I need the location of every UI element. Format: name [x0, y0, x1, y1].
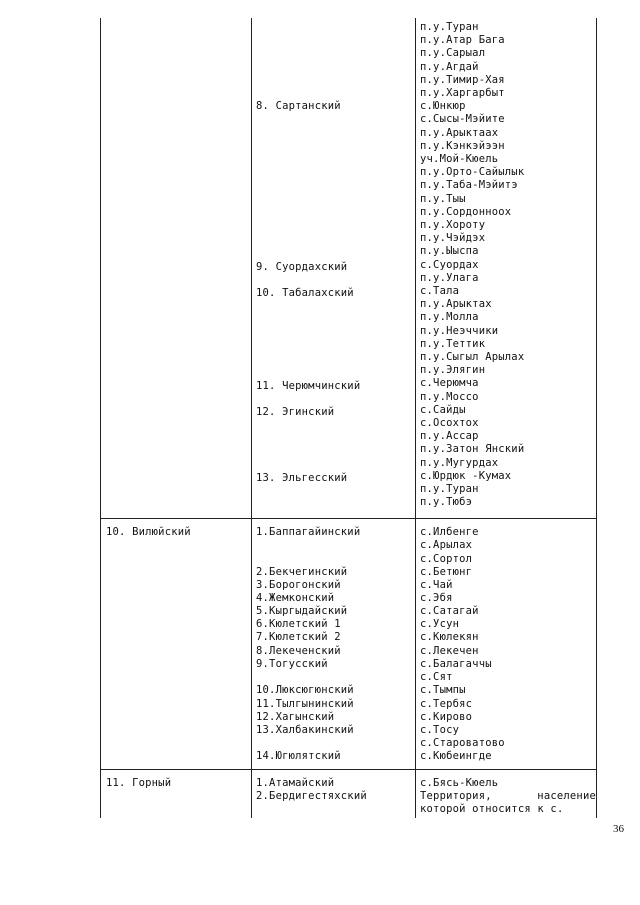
settlement: с.Бетюнг: [420, 566, 473, 578]
settlement: с.Юнкюр: [420, 100, 466, 113]
settlement: с.Балагаччы: [420, 658, 492, 670]
ulus-label: 7.Кюлетский 2: [256, 631, 341, 643]
ulus-label: 3.Борогонский: [256, 579, 341, 591]
settlement: п.у.Затон Янский: [420, 443, 525, 456]
table-left-border: [100, 18, 101, 818]
settlement: с.Чай: [420, 579, 453, 591]
ulus-label: 11.Тылгынинский: [256, 698, 354, 710]
settlement: п.у.Туран: [420, 21, 479, 33]
ulus-label: 9. Суордахский: [256, 261, 348, 273]
ulus-label: 8.Лекеченский: [256, 645, 341, 657]
ulus-label: 9.Тогусский: [256, 658, 328, 670]
settlement: п.у.Сарыал: [420, 47, 486, 60]
settlement: п.у.Молла: [420, 311, 479, 324]
settlement: п.у.Элягин: [420, 364, 486, 377]
settlement: с.Эбя: [420, 592, 453, 604]
row-divider-gorny: [100, 769, 597, 770]
column-divider-1: [251, 18, 252, 818]
ulus-label: 2.Бекчегинский: [256, 566, 348, 578]
settlement: п.у.Тимир-Хая: [420, 73, 505, 86]
row-divider-vilyuisky: [100, 518, 597, 519]
settlement: с.Лекечен: [420, 645, 479, 657]
settlement: уч.Мой-Кюель: [420, 153, 499, 165]
table-right-border: [596, 18, 597, 818]
settlement: с.Староватово: [420, 737, 505, 749]
settlement: с.Тербяс: [420, 698, 473, 710]
ulus-label: 4.Жемконский: [256, 592, 335, 604]
settlement: с.Сысы-Мэйите: [420, 113, 505, 126]
ulus-label: 10. Табалахский: [256, 287, 354, 299]
settlement: с.Сайды: [420, 403, 466, 416]
settlement: п.у.Тыы: [420, 192, 466, 205]
settlement: п.у.Улага: [420, 271, 479, 284]
settlement: с.Арылах: [420, 539, 473, 551]
settlement: п.у.Арыктаах: [420, 126, 499, 139]
settlement: с.Сатагай: [420, 605, 479, 617]
settlement: п.у.Арыктах: [420, 298, 492, 311]
settlement: с.Юрдюк -Кумах: [420, 469, 512, 482]
settlement: с.Бясь-Кюель: [420, 777, 499, 789]
settlement: с.Сят: [420, 671, 453, 683]
ulus-label: 12. Эгинский: [256, 406, 335, 418]
settlement: п.у.Сордонноох: [420, 205, 512, 218]
settlement: с.Тосу: [420, 724, 460, 736]
ulus-label: 11. Черюмчинский: [256, 380, 361, 392]
page-number: 36: [613, 823, 624, 835]
settlement: п.у.Тюбэ: [420, 496, 473, 509]
settlement: п.у.Кэнкэйээн: [420, 139, 505, 152]
ulus-label: 5.Кыргыдайский: [256, 605, 348, 617]
settlement: п.у.Неэччики: [420, 324, 499, 337]
ulus-label: 1.Баппагайинский: [256, 526, 361, 538]
settlement: п.у.Агдай: [420, 60, 479, 73]
settlement: п.у.Таба-Мэйитэ: [420, 179, 518, 192]
settlement: п.у.Харгарбыт: [420, 87, 505, 99]
settlement: п.у.Теттик: [420, 337, 486, 350]
district-name: 11. Горный: [106, 777, 172, 789]
settlement: с.Сортол: [420, 553, 473, 565]
settlement: с.Суордах: [420, 258, 479, 271]
settlement: п.у.Ыыспа: [420, 245, 479, 258]
ulus-label: 8. Сартанский: [256, 100, 341, 112]
settlement: с.Кюбеингде: [420, 750, 492, 762]
settlement: п.у.Хороту: [420, 219, 486, 231]
settlement: с.Тала: [420, 285, 460, 297]
settlement: п.у.Туран: [420, 483, 479, 495]
ulus-label: 2.Бердигестяхский: [256, 790, 367, 802]
settlement: с.Илбенге: [420, 526, 479, 538]
settlement: п.у.Орто-Сайылык: [420, 166, 525, 179]
ulus-label: 6.Кюлетский 1: [256, 618, 341, 630]
settlement: с.Кюлекян: [420, 631, 479, 643]
settlement-note: Территория, население которой относится к с.: [420, 790, 596, 816]
ulus-label: 14.Югюлятский: [256, 750, 341, 762]
settlement: с.Усун: [420, 618, 460, 630]
ulus-label: 12.Хагынский: [256, 711, 335, 723]
ulus-label: 10.Люксюгюнский: [256, 684, 354, 696]
ulus-label: 13.Халбакинский: [256, 724, 354, 736]
settlement: с.Осохтох: [420, 417, 479, 429]
column-divider-2: [415, 18, 416, 818]
settlement: п.у.Ассар: [420, 430, 479, 443]
district-name: 10. Вилюйский: [106, 526, 191, 538]
settlement: п.у.Сыгыл Арылах: [420, 351, 525, 363]
settlement: п.у.Атар Бага: [420, 34, 505, 47]
settlement: п.у.Моссо: [420, 390, 479, 403]
settlement: с.Кирово: [420, 711, 473, 723]
settlement: п.у.Чэйдэх: [420, 232, 486, 245]
ulus-label: 13. Эльгесский: [256, 472, 348, 484]
settlement: с.Черюмча: [420, 377, 479, 390]
settlement: п.у.Мугурдах: [420, 456, 499, 469]
ulus-label: 1.Атамайский: [256, 777, 335, 789]
settlement: с.Тымпы: [420, 684, 466, 696]
